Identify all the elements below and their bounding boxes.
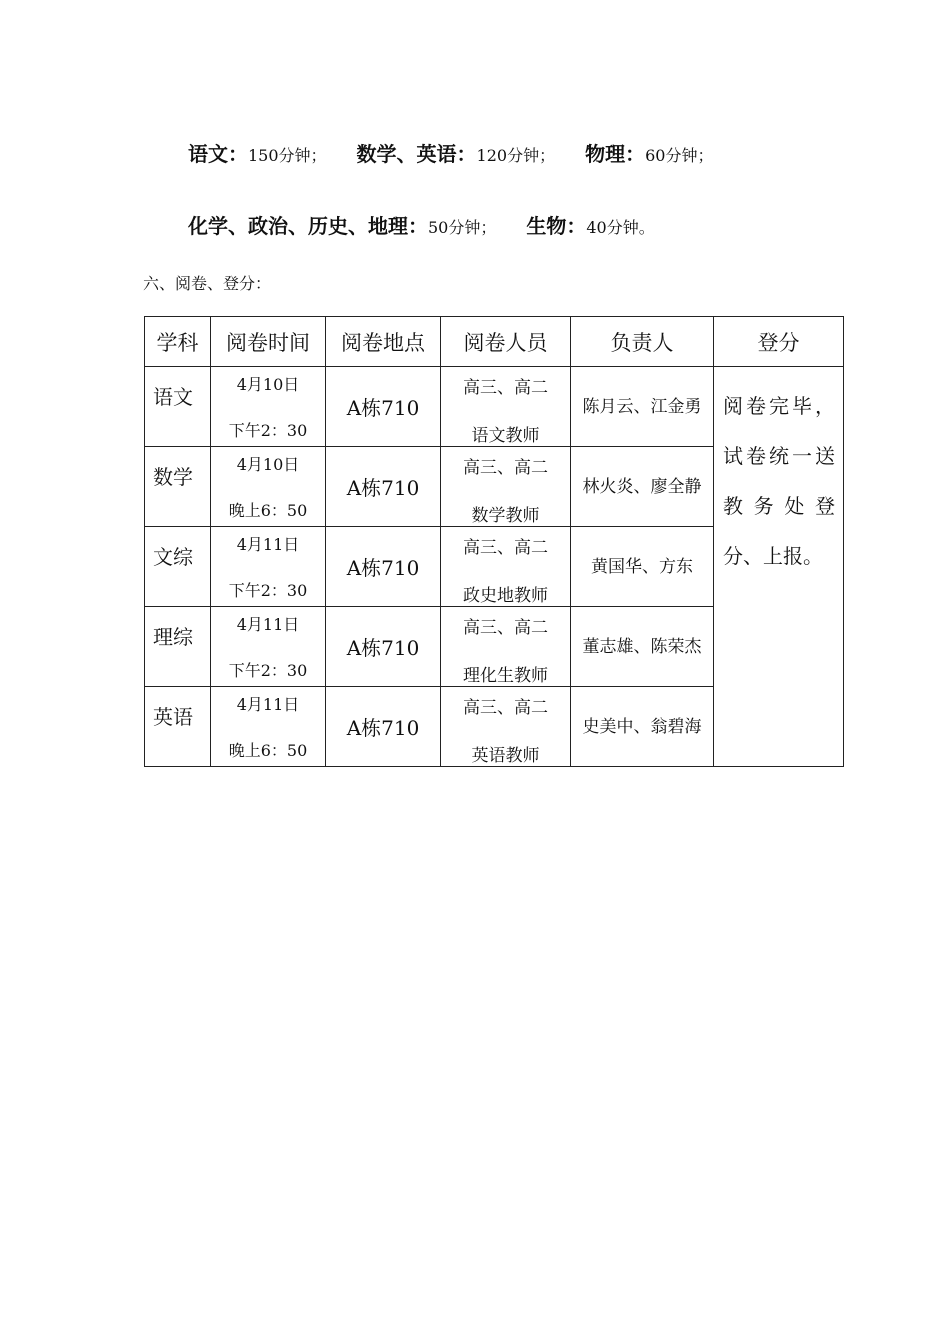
header-person-in-charge: 负责人 (571, 317, 714, 367)
duration-subject: 生物： (526, 214, 587, 238)
duration-value: 40分钟。 (586, 218, 655, 237)
cell-time (211, 447, 326, 527)
cell-clock: 晚上6：50 (228, 501, 308, 520)
cell-clock: 下午2：30 (228, 661, 308, 680)
cell-time (211, 527, 326, 607)
cell-date: 4月10日 (236, 375, 300, 394)
header-staff: 阅卷人员 (441, 317, 571, 367)
duration-value: 120分钟； (476, 146, 556, 165)
cell-time (211, 687, 326, 767)
staff-teachers: 语文教师 (471, 426, 540, 446)
cell-staff (441, 687, 571, 767)
duration-value: 60分钟； (645, 146, 714, 165)
staff-teachers: 政史地教师 (463, 586, 548, 606)
duration-line-1 (188, 138, 713, 167)
cell-person-in-charge: 史美中、翁碧海 (571, 687, 714, 767)
cell-subject: 数学 (145, 447, 211, 527)
cell-staff (441, 367, 571, 447)
cell-person-in-charge: 黄国华、方东 (571, 527, 714, 607)
staff-grades: 高三、高二 (463, 538, 548, 558)
cell-location: A栋710 (326, 527, 441, 607)
cell-date: 4月10日 (236, 455, 300, 474)
cell-clock: 下午2：30 (228, 581, 308, 600)
duration-value: 50分钟； (428, 218, 497, 237)
cell-subject: 英语 (145, 687, 211, 767)
table-header-row (145, 317, 844, 367)
cell-registration: 阅卷完毕，试卷统一送教务处登分、上报。 (714, 367, 844, 767)
cell-date: 4月11日 (236, 695, 300, 714)
header-registration: 登分 (714, 317, 844, 367)
cell-subject: 理综 (145, 607, 211, 687)
staff-teachers: 理化生教师 (463, 666, 548, 686)
cell-location: A栋710 (326, 447, 441, 527)
cell-person-in-charge: 林火炎、廖全静 (571, 447, 714, 527)
section-title: 六、阅卷、登分： (143, 274, 272, 293)
staff-grades: 高三、高二 (463, 378, 548, 398)
cell-staff (441, 527, 571, 607)
cell-clock: 晚上6：50 (228, 741, 308, 760)
staff-grades: 高三、高二 (463, 458, 548, 478)
cell-person-in-charge: 陈月云、江金勇 (571, 367, 714, 447)
header-location: 阅卷地点 (326, 317, 441, 367)
staff-grades: 高三、高二 (463, 698, 548, 718)
cell-date: 4月11日 (236, 615, 300, 634)
cell-location: A栋710 (326, 607, 441, 687)
cell-staff (441, 447, 571, 527)
staff-grades: 高三、高二 (463, 618, 548, 638)
cell-time (211, 367, 326, 447)
duration-subject: 物理： (585, 142, 646, 166)
duration-subject: 化学、政治、历史、地理： (188, 214, 428, 238)
cell-location: A栋710 (326, 687, 441, 767)
cell-date: 4月11日 (236, 535, 300, 554)
cell-subject: 语文 (145, 367, 211, 447)
cell-time (211, 607, 326, 687)
table-row (145, 367, 844, 447)
staff-teachers: 英语教师 (471, 746, 540, 766)
duration-line-2 (188, 210, 655, 239)
header-time: 阅卷时间 (211, 317, 326, 367)
cell-clock: 下午2：30 (228, 421, 308, 440)
cell-subject: 文综 (145, 527, 211, 607)
duration-value: 150分钟； (248, 146, 327, 165)
duration-subject: 数学、英语： (356, 142, 477, 166)
cell-staff (441, 607, 571, 687)
staff-teachers: 数学教师 (471, 506, 540, 526)
cell-person-in-charge: 董志雄、陈荣杰 (571, 607, 714, 687)
header-subject: 学科 (145, 317, 211, 367)
cell-location: A栋710 (326, 367, 441, 447)
duration-subject: 语文： (188, 142, 248, 166)
grading-table (144, 316, 844, 767)
